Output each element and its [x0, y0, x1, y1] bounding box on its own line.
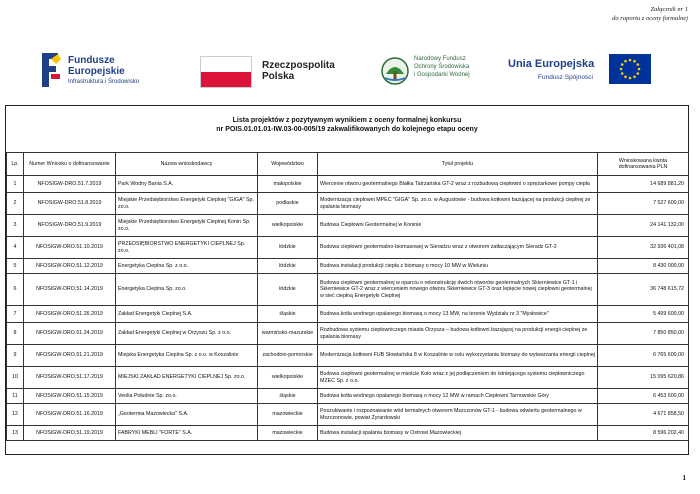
- cell-voivodeship: małopolskie: [258, 176, 318, 193]
- table-row: [7, 345, 689, 367]
- cell-application-number: NFOSIGW-DRO.51.10.2019: [24, 237, 116, 259]
- annex-line-2: do raportu z oceny formalnej: [612, 15, 688, 22]
- cell-project-title: Budowa ciepłowni geotermalnej w mieście Koło wraz z jej podłączeniem do istniejącego systemu ciepłowniczego MZEC Sp. z o.o.: [318, 367, 598, 389]
- cell-application-number: NFOSIGW-DRO.51.14.2019: [24, 274, 116, 306]
- title-line-1: Lista projektów z pozytywnym wynikiem z oceny formalnej konkursu: [232, 117, 462, 124]
- cell-project-title: Budowa Ciepłowni Geotermalnej w Koninie: [318, 215, 598, 237]
- cell-voivodeship: łódzkie: [258, 274, 318, 306]
- table-row: [7, 323, 689, 345]
- cell-lp: 12: [7, 404, 24, 426]
- rp-logo: [200, 48, 360, 96]
- cell-lp: 2: [7, 193, 24, 215]
- cell-applicant-name: Veolia Południe Sp. zo.o.: [116, 389, 258, 404]
- cell-applicant-name: Miejska Energetyka Cieplna Sp. z o.o. w Koszalinie: [116, 345, 258, 367]
- cell-applicant-name: PRZEDSIĘBIORSTWO ENERGETYKI CIEPLNEJ Sp. zo.o.: [116, 237, 258, 259]
- cell-application-number: NFOSIGW-DRO.51.26.2019: [24, 306, 116, 323]
- cell-project-title: Budowa instalacji produkcji ciepła z biomasy o mocy 10 MW w Wieluniu: [318, 259, 598, 274]
- cell-lp: 3: [7, 215, 24, 237]
- cell-project-title: Rozbudowa systemu ciepłowniczego miasta Orzysza – budowa kotłowni bazującej na produkcji energii cieplnej ze spalania biomasy: [318, 323, 598, 345]
- cell-application-number: NFOSIGW-DRO.51.9.2019: [24, 215, 116, 237]
- projects-list-frame: [5, 105, 689, 455]
- fe-title: [68, 56, 125, 77]
- cell-lp: 7: [7, 306, 24, 323]
- cell-lp: 5: [7, 259, 24, 274]
- header-voivodeship: Województwo: [258, 153, 318, 176]
- cell-project-title: Budowa kotła wodnego opalanego biomasą o mocy 13 MW, na terenie Wydziału nr 3 "Mysłowice": [318, 306, 598, 323]
- header-lp: Lp.: [7, 153, 24, 176]
- cell-voivodeship: podlaskie: [258, 193, 318, 215]
- cell-voivodeship: zachodnio-pomorskie: [258, 345, 318, 367]
- eu-subtitle: Fundusz Spójności: [538, 74, 593, 81]
- cell-voivodeship: wielkopolskie: [258, 215, 318, 237]
- cell-application-number: NFOSIGW-DRO.51.12.2019: [24, 259, 116, 274]
- cell-applicant-name: Energetyka Cieplna Sp. z o.o.: [116, 259, 258, 274]
- header-application-number: Numer Wniosku o dofinansowanie: [24, 153, 116, 176]
- cell-application-number: NFOSIGW-DRO.51.16.2019: [24, 404, 116, 426]
- header-applicant-name: Nazwa wnioskodawcy: [116, 153, 258, 176]
- cell-voivodeship: warmińsko-mazurskie: [258, 323, 318, 345]
- cell-project-title: Budowa ciepłowni geotermalno-biomasowej w Sieradzu wraz z otworem zatłaczającym Sieradz GT-2: [318, 237, 598, 259]
- table-row: [7, 259, 689, 274]
- cell-application-number: NFOSIGW-DRO.51.7.2019: [24, 176, 116, 193]
- cell-project-title: Modernizacja ciepłowni MPEC "GIGA" Sp. zo.o. w Augustowie - budowa kotłowni bazującej na produkcji ciepłnej ze spalania biomasy: [318, 193, 598, 215]
- projects-table: [6, 152, 689, 441]
- rp-line-1: Rzeczpospolita: [262, 60, 335, 71]
- cell-project-title: Budowa kotła wodnego opalanego biomasą o mocy 12 MW w ramach Ciepłowni Tarnowskie Góry: [318, 389, 598, 404]
- nfosigw-logo: [380, 48, 500, 96]
- cell-application-number: NFOSIGW-DRO.51.19.2019: [24, 426, 116, 441]
- cell-requested-amount: 7 527 600,00: [598, 193, 689, 215]
- cell-requested-amount: 24 141 132,00: [598, 215, 689, 237]
- eu-title: Unia Europejska: [508, 58, 595, 70]
- nf-line-1: Narodowy Fundusz: [414, 56, 466, 62]
- table-row: [7, 193, 689, 215]
- cell-applicant-name: „Geotermia Mazowiecka" S.A.: [116, 404, 258, 426]
- cell-requested-amount: 4 671 858,50: [598, 404, 689, 426]
- nf-line-3: i Gospodarki Wodnej: [414, 72, 470, 78]
- table-row: [7, 426, 689, 441]
- cell-lp: 11: [7, 389, 24, 404]
- cell-applicant-name: MIEJSKI ZAKŁAD ENERGETYKI CIEPLNEJ Sp. zo.o.: [116, 367, 258, 389]
- fe-line-1: Fundusze: [68, 55, 115, 66]
- polish-flag-icon: [200, 56, 252, 88]
- rp-line-2: Polska: [262, 71, 295, 82]
- cell-project-title: Budowa instalacji spalania biomasy w Ostrowi Mazowieckiej: [318, 426, 598, 441]
- table-row: [7, 367, 689, 389]
- cell-lp: 4: [7, 237, 24, 259]
- table-row: [7, 237, 689, 259]
- rp-title: [262, 60, 335, 82]
- annex-line-1: Załącznik nr 1: [650, 6, 688, 13]
- nf-line-2: Ochrony Środowiska: [414, 64, 470, 70]
- logo-bar: [0, 48, 700, 96]
- cell-requested-amount: 6 453 600,00: [598, 389, 689, 404]
- cell-voivodeship: wielkopolskie: [258, 367, 318, 389]
- table-row: [7, 306, 689, 323]
- cell-applicant-name: Miejskie Przedsiębiorstwo Energetyki Cieplnej Konin Sp. zo.o.: [116, 215, 258, 237]
- table-header-row: [7, 153, 689, 176]
- cell-lp: 8: [7, 323, 24, 345]
- cell-applicant-name: Zakład Energetyki Cieplnej S.A.: [116, 306, 258, 323]
- cell-lp: 1: [7, 176, 24, 193]
- nfosigw-emblem-icon: [380, 56, 410, 86]
- cell-application-number: NFOSIGW-DRO.51.24.2019: [24, 323, 116, 345]
- fe-subtitle: Infrastruktura i Środowisko: [68, 79, 140, 85]
- table-row: [7, 274, 689, 306]
- cell-project-title: Budowa ciepłowni geotermalnej w oparciu o rekonstrukcję dwóch otworów geotermalnych Skierniewice GT-1 i Skierniewice GT-2 wraz z wierceniem nowego otworu Skierniewice GT-3 oraz lepięcie nowej ciepłowni geotermalnej w sieć ciepłną Energetyki Cieplnej: [318, 274, 598, 306]
- cell-lp: 9: [7, 345, 24, 367]
- cell-project-title: Wiercenie otworu geotermalnego Białka Tatrzańska GT-2 wraz z rozbudową ciepłowni o sprężarkowe pompy ciepła: [318, 176, 598, 193]
- cell-voivodeship: mazowieckie: [258, 426, 318, 441]
- cell-requested-amount: 14 689 881,20: [598, 176, 689, 193]
- page-number: 1: [682, 474, 686, 482]
- cell-application-number: NFOSIGW-DRO.51.15.2019: [24, 389, 116, 404]
- cell-requested-amount: 36 748 615,72: [598, 274, 689, 306]
- cell-applicant-name: FABRYKI MEBLI "FORTE" S.A.: [116, 426, 258, 441]
- cell-voivodeship: śląskie: [258, 389, 318, 404]
- table-row: [7, 389, 689, 404]
- cell-voivodeship: łódzkie: [258, 259, 318, 274]
- table-row: [7, 176, 689, 193]
- cell-application-number: NFOSIGW-DRO.51.17.2019: [24, 367, 116, 389]
- eu-flag-icon: [609, 54, 651, 84]
- cell-lp: 10: [7, 367, 24, 389]
- cell-requested-amount: 8 596 202,40: [598, 426, 689, 441]
- cell-voivodeship: śląskie: [258, 306, 318, 323]
- document-title: [6, 116, 688, 134]
- cell-project-title: Modernizacja kotłowni FUB Słowiańska 8 w Koszalinie w celu wykorzystania biomasy do wytwarzania energii cieplnej: [318, 345, 598, 367]
- cell-applicant-name: Energetyka Cieplna Sp. zo.o.: [116, 274, 258, 306]
- cell-lp: 6: [7, 274, 24, 306]
- title-line-2: nr POIS.01.01.01-IW.03-00-005/19 zakwalifikowanych do kolejnego etapu oceny: [216, 126, 478, 133]
- fe-star-icon: [40, 51, 64, 89]
- fe-line-2: Europejskie: [68, 65, 125, 77]
- cell-voivodeship: mazowieckie: [258, 404, 318, 426]
- cell-voivodeship: łódzkie: [258, 237, 318, 259]
- cell-requested-amount: 6 765 600,00: [598, 345, 689, 367]
- header-requested-amount: Wnioskowana kwota dofinansowania PLN: [598, 153, 689, 176]
- cell-application-number: NFOSIGW-DRO.51.21.2019: [24, 345, 116, 367]
- cell-lp: 13: [7, 426, 24, 441]
- cell-applicant-name: Miejskie Przedsiębiorstwo Energetyki Cieplnej "GIGA" Sp. zo.o.: [116, 193, 258, 215]
- table-row: [7, 404, 689, 426]
- cell-applicant-name: Park Wodny Bania S.A.: [116, 176, 258, 193]
- eu-logo: [508, 48, 658, 96]
- cell-application-number: NFOSIGW-DRO.51.8.2019: [24, 193, 116, 215]
- header-project-title: Tytuł projektu: [318, 153, 598, 176]
- annex-note: [612, 5, 688, 23]
- table-row: [7, 215, 689, 237]
- eu-stars-icon: [609, 54, 651, 84]
- nfosigw-name: [414, 55, 470, 79]
- cell-applicant-name: Zakład Energetyki Cieplnej w Orzyszu Sp. z o.o.: [116, 323, 258, 345]
- cell-requested-amount: 5 499 600,00: [598, 306, 689, 323]
- cell-requested-amount: 15 095 620,86: [598, 367, 689, 389]
- cell-project-title: Poszukiwanie i rozpoznawanie wód termalnych otworem Mszczonów GT-1 - budowa odwiertu geotermalnego w Mszczonowie, powiat Żyrardowski: [318, 404, 598, 426]
- cell-requested-amount: 32 936 401,08: [598, 237, 689, 259]
- cell-requested-amount: 7 850 850,00: [598, 323, 689, 345]
- fe-logo: [40, 48, 190, 96]
- cell-requested-amount: 8 430 000,00: [598, 259, 689, 274]
